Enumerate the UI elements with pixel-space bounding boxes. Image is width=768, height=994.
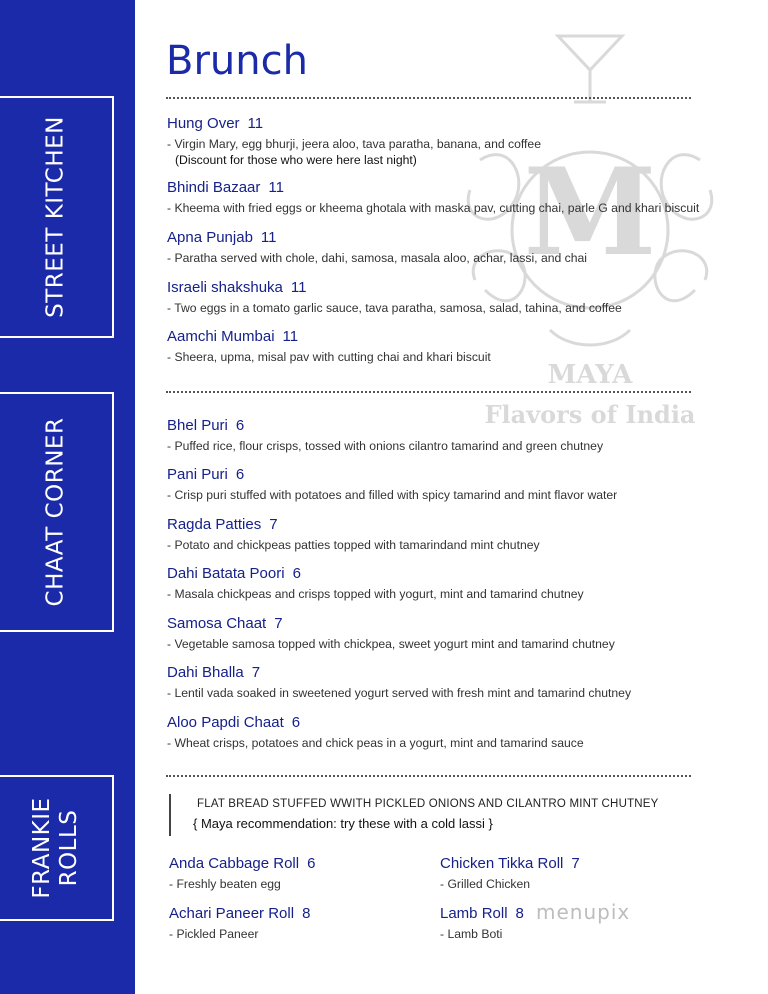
item-description: - Crisp puri stuffed with potatoes and filled with spicy tamarind and mint flavor water	[167, 488, 618, 502]
item-name: Anda Cabbage Roll	[169, 855, 300, 872]
item-name: Dahi Bhalla	[167, 664, 244, 681]
divider-chaat	[166, 391, 691, 393]
menu-item-dahi-batata-poori[interactable]	[167, 565, 584, 602]
frankie-intro	[169, 794, 659, 836]
item-name: Aamchi Mumbai	[167, 328, 275, 345]
menu-item-bhel-puri[interactable]	[167, 417, 603, 454]
item-description: - Lamb Boti	[440, 927, 503, 941]
item-name: Lamb Roll	[440, 905, 508, 922]
item-name: Hung Over	[167, 115, 240, 132]
item-price: 8	[302, 905, 311, 922]
item-description: - Virgin Mary, egg bhurji, jeera aloo, tava paratha, banana, and coffee	[167, 137, 541, 151]
item-description: - Lentil vada soaked in sweetened yogurt served with fresh mint and tamarind chutney	[167, 686, 632, 700]
item-name: Pani Puri	[167, 466, 228, 483]
item-name: Chicken Tikka Roll	[440, 855, 564, 872]
item-price: 6	[235, 466, 245, 483]
section-frankie-rolls[interactable]	[0, 775, 114, 921]
item-price: 7	[269, 516, 278, 533]
item-price: 8	[515, 905, 524, 922]
item-price: 6	[235, 417, 245, 434]
frankie-caption: FLAT BREAD STUFFED WWITH PICKLED ONIONS AND CILANTRO MINT CHUTNEY	[197, 798, 659, 810]
maya-recommendation: { Maya recommendation: try these with a cold lassi }	[193, 816, 493, 831]
item-price: 11	[247, 115, 264, 132]
item-note: (Discount for those who were here last night)	[175, 153, 417, 167]
item-name: Bhindi Bazaar	[167, 179, 261, 196]
item-name: Samosa Chaat	[167, 615, 267, 632]
menu-item-apna-punjab[interactable]	[167, 229, 587, 266]
item-description: - Pickled Paneer	[169, 927, 259, 941]
item-description: - Paratha served with chole, dahi, samosa, masala aloo, achar, lassi, and chai	[167, 251, 588, 265]
item-name: Dahi Batata Poori	[167, 565, 285, 582]
item-description: - Masala chickpeas and crisps topped with yogurt, mint and tamarind chutney	[167, 587, 584, 601]
item-description: - Grilled Chicken	[440, 877, 531, 891]
item-description: - Freshly beaten egg	[169, 877, 281, 891]
page-title: Brunch	[166, 38, 308, 84]
item-description: - Vegetable samosa topped with chickpea, sweet yogurt mint and tamarind chutney	[167, 637, 615, 651]
item-name: Apna Punjab	[167, 229, 253, 246]
item-price: 7	[274, 615, 283, 632]
section-label-frankie-rolls	[29, 797, 83, 898]
watermark-tagline: Flavors of India	[484, 400, 696, 429]
menu-item-bhindi-bazaar[interactable]	[167, 179, 699, 216]
item-price: 11	[260, 229, 277, 246]
section-chaat-corner[interactable]	[0, 392, 114, 632]
menu-item-achari-paneer-roll[interactable]	[169, 905, 310, 942]
item-price: 11	[282, 328, 299, 345]
section-label-frankie-line1: FRANKIE	[29, 797, 55, 899]
item-description: - Potato and chickpeas patties topped with tamarindand mint chutney	[167, 538, 540, 552]
section-label-frankie-line2: ROLLS	[56, 809, 82, 887]
section-label-chaat-corner: CHAAT CORNER	[42, 417, 69, 607]
item-description: - Two eggs in a tomato garlic sauce, tava paratha, samosa, salad, tahina, and coffee	[167, 301, 622, 315]
item-price: 11	[290, 279, 307, 296]
sidebar	[0, 0, 135, 994]
menu-item-anda-cabbage-roll[interactable]	[169, 855, 315, 892]
menu-item-dahi-bhalla[interactable]	[167, 664, 631, 701]
menu-item-chicken-tikka-roll[interactable]	[440, 855, 580, 892]
menu-item-pani-puri[interactable]	[167, 466, 617, 503]
item-name: Bhel Puri	[167, 417, 228, 434]
item-name: Israeli shakshuka	[167, 279, 283, 296]
item-price: 11	[268, 179, 284, 196]
divider-frankie	[166, 775, 691, 777]
item-price: 6	[292, 565, 301, 582]
menupix-watermark: menupix	[536, 900, 631, 924]
menu-item-samosa-chaat[interactable]	[167, 615, 615, 652]
item-name: Achari Paneer Roll	[169, 905, 295, 922]
section-label-street-kitchen: STREET KITCHEN	[42, 116, 69, 318]
item-price: 6	[307, 855, 316, 872]
section-street-kitchen[interactable]	[0, 96, 114, 338]
item-price: 6	[291, 714, 301, 731]
item-name: Ragda Patties	[167, 516, 262, 533]
menu-item-israeli-shakshuka[interactable]	[167, 279, 622, 316]
menu-item-aloo-papdi-chaat[interactable]	[167, 714, 584, 751]
item-description: - Wheat crisps, potatoes and chick peas in a yogurt, mint and tamarind sauce	[167, 736, 584, 750]
watermark-letter: M	[523, 142, 657, 283]
item-description: - Kheema with fried eggs or kheema ghotala with maska pav, cutting chai, parle G and khari biscuit	[167, 201, 700, 215]
menu-item-lamb-roll[interactable]	[440, 905, 524, 942]
menu-item-aamchi-mumbai[interactable]	[167, 328, 491, 365]
item-description: - Puffed rice, flour crisps, tossed with onions cilantro tamarind and green chutney	[167, 439, 604, 453]
menu-item-ragda-patties[interactable]	[167, 516, 540, 553]
item-price: 7	[571, 855, 580, 872]
divider-top	[166, 97, 691, 99]
watermark-brand: MAYA	[547, 360, 633, 390]
item-name: Aloo Papdi Chaat	[167, 714, 284, 731]
item-price: 7	[251, 664, 261, 681]
menu-item-hung-over[interactable]	[167, 115, 541, 168]
item-description: - Sheera, upma, misal pav with cutting chai and khari biscuit	[167, 350, 491, 364]
